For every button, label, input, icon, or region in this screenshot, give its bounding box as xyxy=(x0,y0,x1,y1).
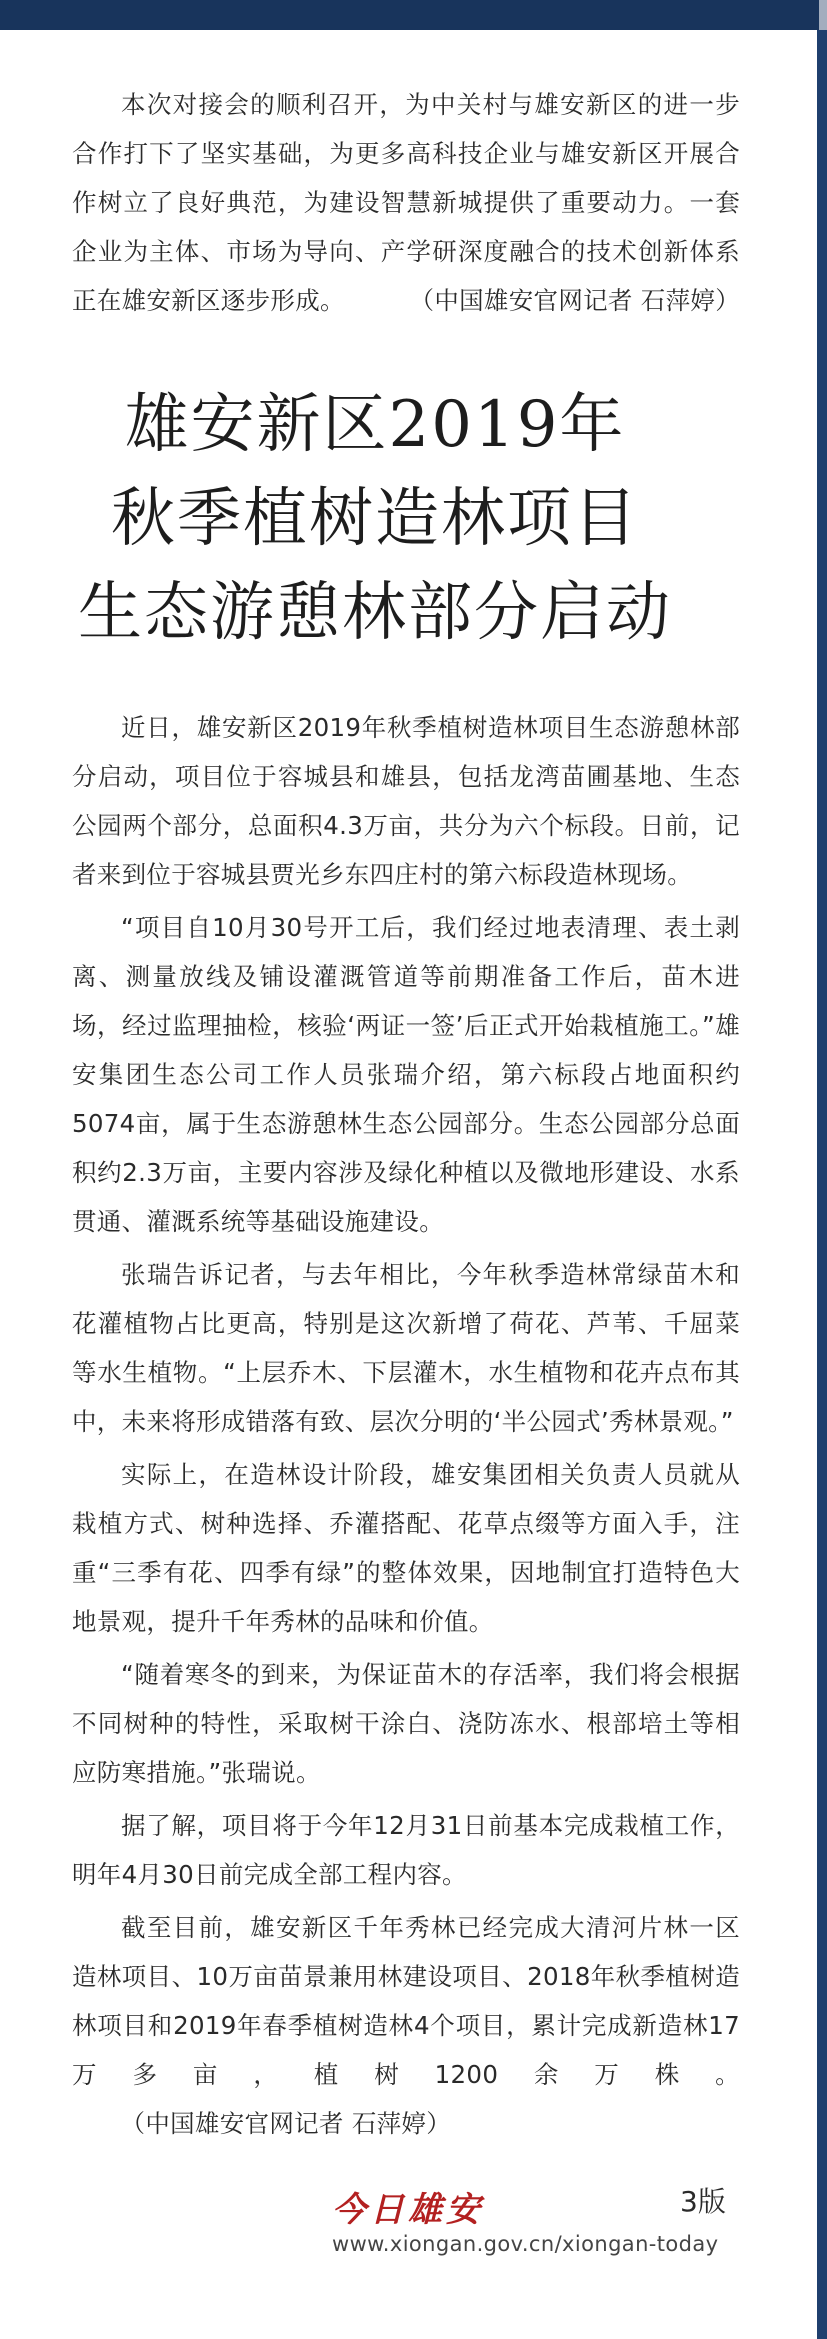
intro-credit-text: （中国雄安官网记者 石萍婷） xyxy=(409,286,741,315)
title-line-1: 雄安新区2019年 xyxy=(124,388,626,462)
intro-paragraph xyxy=(72,80,740,325)
article-credit-text: （中国雄安官网记者 石萍婷） xyxy=(120,2109,452,2138)
title-line-3: 生态游憩林部分启动 xyxy=(78,576,672,650)
article-paragraph-3: 张瑞告诉记者，与去年相比，今年秋季造林常绿苗木和花灌植物占比更高，特别是这次新增了荷花、芦苇、千屈菜等水生植物。“上层乔木、下层灌木，水生植物和花卉点布其中，未来将形成错落有致、层次分明的‘半公园式’秀林景观。” xyxy=(72,1260,740,1436)
article-paragraph-7-text: 截至目前，雄安新区千年秀林已经完成大清河片林一区造林项目、10万亩苗景兼用林建设项目、2018年秋季植树造林项目和2019年春季植树造林4个项目，累计完成新造林17万多亩，植树1200余万株。 xyxy=(72,1913,740,2089)
page-number: 3版 xyxy=(680,2185,726,2218)
publication-logo: 今日雄安 xyxy=(332,2190,484,2230)
article-title xyxy=(60,378,690,660)
right-edge-bar xyxy=(817,30,827,2339)
publication-url[interactable]: www.xiongan.gov.cn/xiongan-today xyxy=(332,2232,719,2256)
article-paragraph-5: “随着寒冬的到来，为保证苗木的存活率，我们将会根据不同树种的特性，采取树干涂白、浇防冻水、根部培土等相应防寒措施。”张瑞说。 xyxy=(72,1660,740,1787)
intro-credit xyxy=(345,286,740,315)
article-paragraph-6: 据了解，项目将于今年12月31日前基本完成栽植工作，明年4月30日前完成全部工程内容。 xyxy=(72,1811,740,1889)
article-paragraph-1: 近日，雄安新区2019年秋季植树造林项目生态游憩林部分启动，项目位于容城县和雄县，包括龙湾苗圃基地、生态公园两个部分，总面积4.3万亩，共分为六个标段。日前，记者来到位于容城县贾光乡东四庄村的第六标段造林现场。 xyxy=(72,713,740,889)
article-credit xyxy=(72,2109,451,2138)
intro-section xyxy=(72,80,740,325)
intro-text: 本次对接会的顺利召开，为中关村与雄安新区的进一步合作打下了坚实基础，为更多高科技企业与雄安新区开展合作树立了良好典范，为建设智慧新城提供了重要动力。一套企业为主体、市场为导向、产学研深度融合的技术创新体系正在雄安新区逐步形成。 xyxy=(72,90,740,315)
article-body xyxy=(72,703,740,2152)
top-banner-bar xyxy=(0,0,827,30)
article-paragraph-4: 实际上，在造林设计阶段，雄安集团相关负责人员就从栽植方式、树种选择、乔灌搭配、花草点缀等方面入手，注重“三季有花、四季有绿”的整体效果，因地制宜打造特色大地景观，提升千年秀林的品味和价值。 xyxy=(72,1460,740,1636)
banner-accent xyxy=(819,0,827,30)
title-line-2: 秋季植树造林项目 xyxy=(111,482,639,556)
article-paragraph-2: “项目自10月30号开工后，我们经过地表清理、表土剥离、测量放线及铺设灌溉管道等前期准备工作后，苗木进场，经过监理抽检，核验‘两证一签’后正式开始栽植施工。”雄安集团生态公司工作人员张瑞介绍，第六标段占地面积约5074亩，属于生态游憩林生态公园部分。生态公园部分总面积约2.3万亩，主要内容涉及绿化种植以及微地形建设、水系贯通、灌溉系统等基础设施建设。 xyxy=(72,913,740,1236)
article-paragraph-7 xyxy=(72,1903,740,2148)
